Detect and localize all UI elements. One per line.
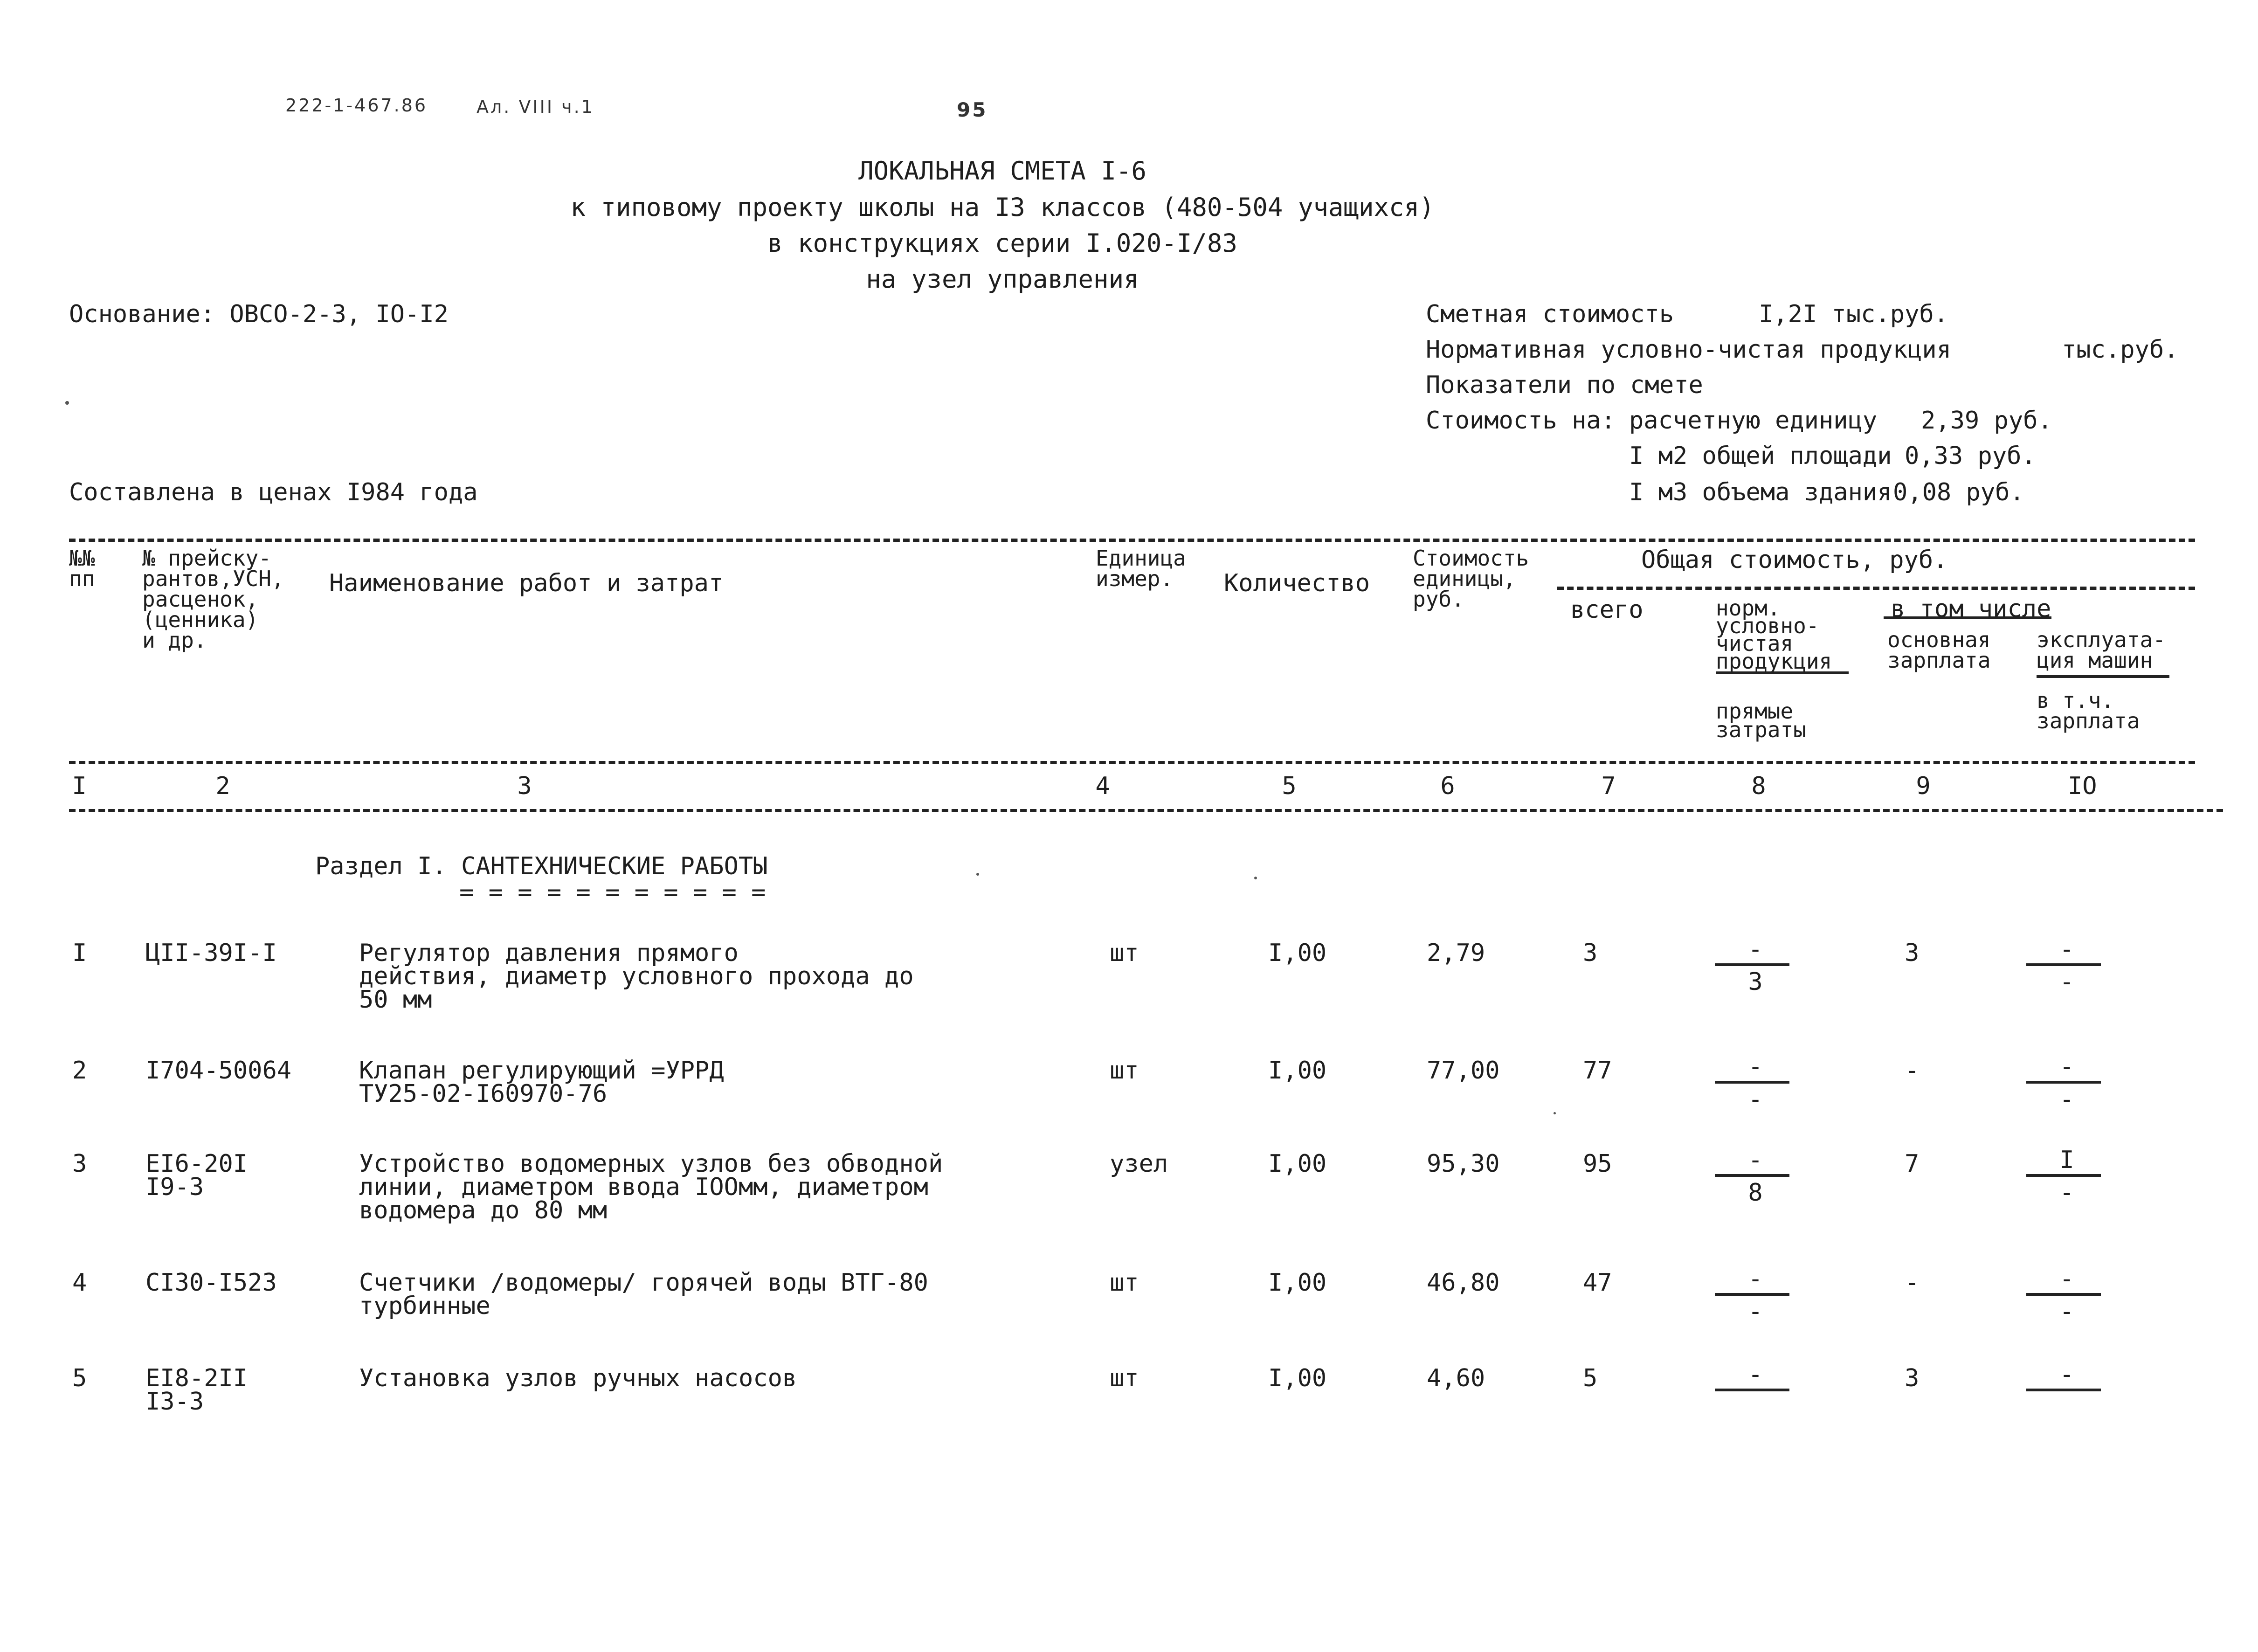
header-col3: Наименование работ и затрат bbox=[329, 569, 724, 597]
row-code: I3-3 bbox=[145, 1388, 204, 1416]
estimated-cost-value: I,2I тыс.руб. bbox=[1759, 300, 1948, 328]
per-m3-label: I м3 объема здания bbox=[1629, 478, 1892, 506]
header-col7: всего bbox=[1570, 596, 1643, 624]
estimated-cost-label: Сметная стоимость bbox=[1426, 300, 1674, 328]
header-col6-c: руб. bbox=[1413, 587, 1464, 612]
header-top-rule bbox=[69, 539, 2195, 542]
row-number: 5 bbox=[72, 1364, 87, 1392]
header-col10 bbox=[2037, 627, 2166, 673]
per-m3-value: 0,08 руб. bbox=[1893, 478, 2024, 506]
row-machine-salary: - bbox=[2059, 1298, 2074, 1326]
row-direct-costs: 8 bbox=[1748, 1179, 1763, 1207]
cost-on-label: Стоимость на: bbox=[1426, 407, 1616, 435]
row-col10-fraction-bar bbox=[2026, 1293, 2101, 1296]
header-col2-b: рантов,УСН, bbox=[142, 566, 284, 591]
row-total: 95 bbox=[1583, 1150, 1612, 1178]
row-quantity: I,00 bbox=[1268, 1150, 1327, 1178]
row-code: EI8-2II bbox=[145, 1364, 248, 1392]
header-col9 bbox=[1887, 627, 1991, 673]
doc-subtitle-node: на узел управления bbox=[866, 264, 1139, 294]
row-number: I bbox=[72, 939, 87, 967]
row-col10-fraction-bar bbox=[2026, 1389, 2101, 1391]
row-unit-price: 46,80 bbox=[1427, 1269, 1500, 1297]
header-col10-sub bbox=[2037, 690, 2140, 731]
row-machine-salary: - bbox=[2059, 1085, 2074, 1113]
header-col4-a: Единица bbox=[1096, 546, 1186, 571]
row-quantity: I,00 bbox=[1268, 939, 1327, 967]
column-number: 5 bbox=[1282, 772, 1297, 800]
row-machine-salary: - bbox=[2059, 1179, 2074, 1207]
row-machine-operation: I bbox=[2059, 1146, 2074, 1174]
row-code: EI6-20I bbox=[145, 1150, 248, 1178]
row-net-product: - bbox=[1748, 1361, 1763, 1389]
doc-subtitle-project: к типовому проекту школы на I3 классов (480-504 учащихся) bbox=[570, 193, 1435, 222]
row-base-salary: 3 bbox=[1905, 939, 1920, 967]
row-col8-fraction-bar bbox=[1715, 1389, 1789, 1391]
indicators-label: Показатели по смете bbox=[1426, 371, 1703, 399]
row-total: 5 bbox=[1583, 1364, 1598, 1392]
album-ref: Ал. VIII ч.1 bbox=[476, 97, 594, 117]
row-col10-fraction-bar bbox=[2026, 963, 2101, 966]
row-col10-fraction-bar bbox=[2026, 1081, 2101, 1084]
header-col8-f: затраты bbox=[1716, 717, 1806, 742]
row-number: 4 bbox=[72, 1269, 87, 1297]
doc-title: ЛОКАЛЬНАЯ СМЕТА I-6 bbox=[858, 156, 1146, 186]
header-col8-c: чистая bbox=[1716, 631, 1794, 656]
scan-speck bbox=[1554, 1112, 1556, 1114]
row-name: действия, диаметр условного прохода до bbox=[359, 962, 914, 990]
header-col10-a: эксплуата- bbox=[2037, 627, 2166, 652]
doc-subtitle-series: в конструкциях серии I.020-I/83 bbox=[767, 228, 1237, 258]
column-number: 9 bbox=[1916, 772, 1931, 800]
row-name: линии, диаметром ввода IOOмм, диаметром bbox=[359, 1173, 928, 1201]
row-code: I704-50064 bbox=[145, 1057, 292, 1085]
row-machine-operation: - bbox=[2059, 1361, 2074, 1389]
header-col8-underline bbox=[1716, 671, 1849, 674]
section-title: Раздел I. САНТЕХНИЧЕСКИЕ РАБОТЫ bbox=[315, 852, 768, 880]
header-col6-b: единицы, bbox=[1413, 566, 1516, 591]
header-col6-a: Стоимость bbox=[1413, 546, 1529, 571]
row-net-product: - bbox=[1748, 1146, 1763, 1174]
header-col9-b: зарплата bbox=[1887, 648, 1991, 673]
header-col8-b: условно- bbox=[1716, 613, 1819, 638]
column-numbers-rule bbox=[69, 809, 2223, 812]
row-unit-price: 4,60 bbox=[1427, 1364, 1485, 1392]
row-net-product: - bbox=[1748, 935, 1763, 963]
header-col1-b: пп bbox=[69, 566, 95, 591]
row-base-salary: - bbox=[1905, 1057, 1920, 1085]
header-col8-d: продукция bbox=[1716, 649, 1832, 674]
row-direct-costs: - bbox=[1748, 1085, 1763, 1113]
row-name: Регулятор давления прямого bbox=[359, 939, 739, 967]
row-machine-operation: - bbox=[2059, 1053, 2074, 1081]
group-rule bbox=[1557, 587, 2195, 590]
scan-speck bbox=[65, 401, 69, 405]
row-unit-price: 77,00 bbox=[1427, 1057, 1500, 1085]
header-col1 bbox=[69, 548, 95, 589]
row-col8-fraction-bar bbox=[1715, 963, 1789, 966]
header-col10-c: в т.ч. bbox=[2037, 688, 2114, 713]
header-col6 bbox=[1413, 546, 1529, 612]
header-col10-b: ция машин bbox=[2037, 648, 2153, 673]
normative-label: Нормативная условно-чистая продукция bbox=[1426, 336, 1952, 364]
row-code: CI30-I523 bbox=[145, 1269, 277, 1297]
row-col8-fraction-bar bbox=[1715, 1174, 1789, 1177]
row-net-product: - bbox=[1748, 1053, 1763, 1081]
row-direct-costs: - bbox=[1748, 1298, 1763, 1326]
row-code: I9-3 bbox=[145, 1173, 204, 1201]
doc-code: 222-1-467.86 bbox=[285, 95, 428, 116]
per-m2-label: I м2 общей площади bbox=[1629, 442, 1892, 470]
row-number: 2 bbox=[72, 1057, 87, 1085]
row-total: 77 bbox=[1583, 1057, 1612, 1085]
page-number: 95 bbox=[957, 98, 988, 121]
row-unit-price: 95,30 bbox=[1427, 1150, 1500, 1178]
row-col10-fraction-bar bbox=[2026, 1174, 2101, 1177]
header-col9-a: основная bbox=[1887, 627, 1991, 652]
basis-text: Основание: ОВСО-2-3, IO-I2 bbox=[69, 300, 449, 328]
header-col8-sub bbox=[1716, 698, 1806, 742]
column-number: 4 bbox=[1095, 772, 1110, 800]
header-col4-b: измер. bbox=[1096, 566, 1174, 591]
row-col8-fraction-bar bbox=[1715, 1293, 1789, 1296]
column-number: 2 bbox=[215, 772, 230, 800]
row-name: Устройство водомерных узлов без обводной bbox=[359, 1150, 943, 1178]
column-number: 7 bbox=[1601, 772, 1616, 800]
row-total: 47 bbox=[1583, 1269, 1612, 1297]
row-name: турбинные bbox=[359, 1292, 490, 1320]
row-code: ЦII-39I-I bbox=[145, 939, 277, 967]
row-unit: шт bbox=[1110, 1364, 1139, 1392]
row-quantity: I,00 bbox=[1268, 1269, 1327, 1297]
scan-speck bbox=[1254, 877, 1257, 879]
row-unit: шт bbox=[1110, 939, 1139, 967]
header-including-underline bbox=[1884, 616, 2051, 619]
row-name: ТУ25-02-I60970-76 bbox=[359, 1080, 608, 1108]
row-name: Клапан регулирующий =УРРД bbox=[359, 1057, 724, 1085]
header-col5: Количество bbox=[1224, 569, 1370, 597]
header-col10-underline bbox=[2037, 675, 2169, 678]
section-title-underline: = = = = = = = = = = = bbox=[459, 878, 766, 906]
per-unit-value: 2,39 руб. bbox=[1921, 407, 2052, 435]
header-col1-a: №№ bbox=[69, 546, 95, 571]
row-unit: шт bbox=[1110, 1057, 1139, 1085]
row-machine-operation: - bbox=[2059, 935, 2074, 963]
header-col4 bbox=[1096, 548, 1186, 589]
row-name: Счетчики /водомеры/ горячей воды ВТГ-80 bbox=[359, 1269, 928, 1297]
row-name: Установка узлов ручных насосов bbox=[359, 1364, 797, 1392]
normative-unit: тыс.руб. bbox=[2062, 336, 2179, 364]
header-col8 bbox=[1716, 595, 1832, 674]
per-m2-value: 0,33 руб. bbox=[1905, 442, 2036, 470]
column-number: 3 bbox=[517, 772, 532, 800]
column-number: IO bbox=[2068, 772, 2097, 800]
row-base-salary: - bbox=[1905, 1269, 1920, 1297]
column-number: 8 bbox=[1751, 772, 1766, 800]
row-base-salary: 3 bbox=[1905, 1364, 1920, 1392]
row-name: 50 мм bbox=[359, 986, 432, 1014]
header-col2-a: № прейску- bbox=[142, 546, 271, 571]
row-unit-price: 2,79 bbox=[1427, 939, 1485, 967]
header-col2 bbox=[142, 546, 284, 653]
row-quantity: I,00 bbox=[1268, 1364, 1327, 1392]
row-net-product: - bbox=[1748, 1265, 1763, 1293]
header-total-group: Общая стоимость, руб. bbox=[1641, 546, 1948, 574]
prices-text: Составлена в ценах I984 года bbox=[69, 478, 478, 506]
header-col8-a: норм. bbox=[1716, 595, 1781, 621]
per-unit-label: расчетную единицу bbox=[1629, 407, 1878, 435]
row-machine-salary: - bbox=[2059, 968, 2074, 996]
row-machine-operation: - bbox=[2059, 1265, 2074, 1293]
header-col2-c: расценок, bbox=[142, 587, 259, 612]
scan-speck bbox=[976, 873, 979, 876]
column-number: I bbox=[72, 772, 87, 800]
row-col8-fraction-bar bbox=[1715, 1081, 1789, 1084]
row-quantity: I,00 bbox=[1268, 1057, 1327, 1085]
column-number: 6 bbox=[1440, 772, 1455, 800]
header-col10-d: зарплата bbox=[2037, 708, 2140, 733]
header-col2-e: и др. bbox=[142, 628, 207, 653]
row-total: 3 bbox=[1583, 939, 1598, 967]
row-direct-costs: 3 bbox=[1748, 968, 1763, 996]
header-bottom-rule bbox=[69, 761, 2195, 764]
row-base-salary: 7 bbox=[1905, 1150, 1920, 1178]
row-name: водомера до 80 мм bbox=[359, 1196, 608, 1224]
header-col8-e: прямые bbox=[1716, 698, 1794, 724]
header-col2-d: (ценника) bbox=[142, 607, 259, 632]
row-number: 3 bbox=[72, 1150, 87, 1178]
header-including: в том числе bbox=[1891, 595, 2051, 623]
row-unit: шт bbox=[1110, 1269, 1139, 1297]
row-unit: узел bbox=[1110, 1150, 1168, 1178]
